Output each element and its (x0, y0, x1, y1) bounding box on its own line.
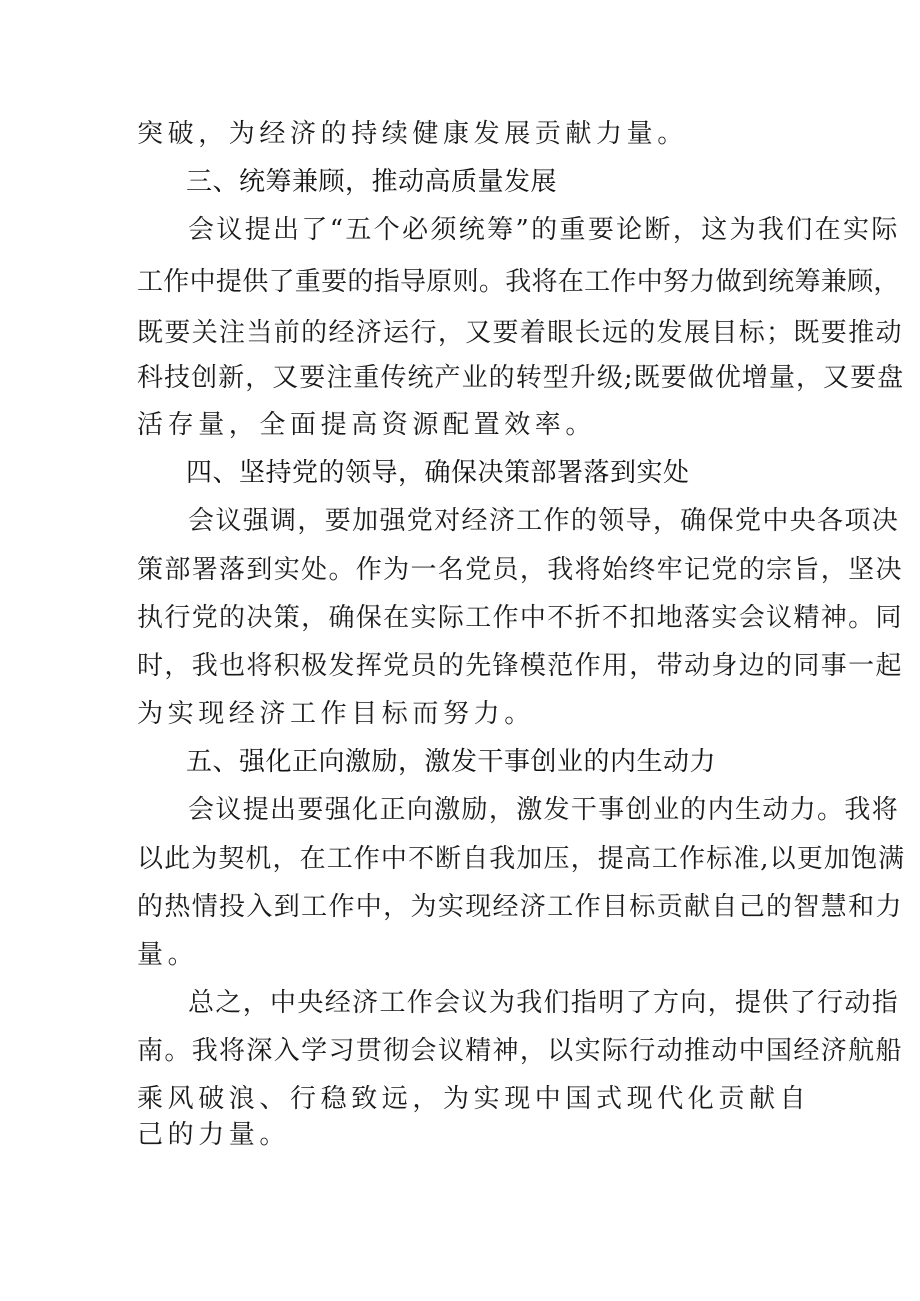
paragraph-line: 己的力量。 (137, 1120, 291, 1150)
paragraph-line: 会议强调，要加强党对经济工作的领导，确保党中央各项决 (188, 506, 900, 536)
section-heading-3: 三、统筹兼顾，推动高质量发展 (186, 167, 558, 197)
paragraph-line: 策部署落到实处。作为一名党员，我将始终牢记党的宗旨，坚决 (137, 555, 903, 585)
paragraph-line: 既要关注当前的经济运行，又要着眼长远的发展目标；既要推动 (137, 318, 903, 348)
paragraph-line: 活存量，全面提高资源配置效率。 (137, 410, 597, 440)
paragraph-line: 的热情投入到工作中，为实现经济工作目标贡献自己的智慧和力 (137, 892, 903, 922)
paragraph-line: 突破，为经济的持续健康发展贡献力量。 (137, 119, 688, 149)
paragraph-line: 科技创新，又要注重传统产业的转型升级;既要做优增量，又要盘 (137, 363, 905, 393)
paragraph-line: 以此为契机，在工作中不断自我加压，提高工作标准,以更加饱满 (137, 844, 906, 874)
paragraph-line: 工作中提供了重要的指导原则。我将在工作中努力做到统筹兼顾， (137, 267, 900, 297)
paragraph-line: 会议提出要强化正向激励，激发干事创业的内生动力。我将 (188, 795, 900, 825)
paragraph-line: 会议提出了“五个必须统筹”的重要论断，这为我们在实际 (188, 215, 900, 245)
section-heading-5: 五、强化正向激励，激发干事创业的内生动力 (186, 747, 717, 777)
paragraph-line: 为实现经济工作目标而努力。 (137, 699, 535, 729)
paragraph-line: 南。我将深入学习贯彻会议精神，以实际行动推动中国经济航船 (137, 1036, 903, 1066)
paragraph-line: 总之，中央经济工作会议为我们指明了方向，提供了行动指 (188, 988, 900, 1018)
section-heading-4: 四、坚持党的领导，确保决策部署落到实处 (186, 458, 690, 488)
paragraph-line: 乘风破浪、行稳致远，为实现中国式现代化贡献自 (137, 1084, 811, 1114)
paragraph-line: 时，我也将积极发挥党员的先锋模范作用，带动身边的同事一起 (137, 651, 903, 681)
paragraph-line: 执行党的决策，确保在实际工作中不折不扣地落实会议精神。同 (137, 603, 903, 633)
paragraph-line: 量。 (137, 940, 199, 970)
